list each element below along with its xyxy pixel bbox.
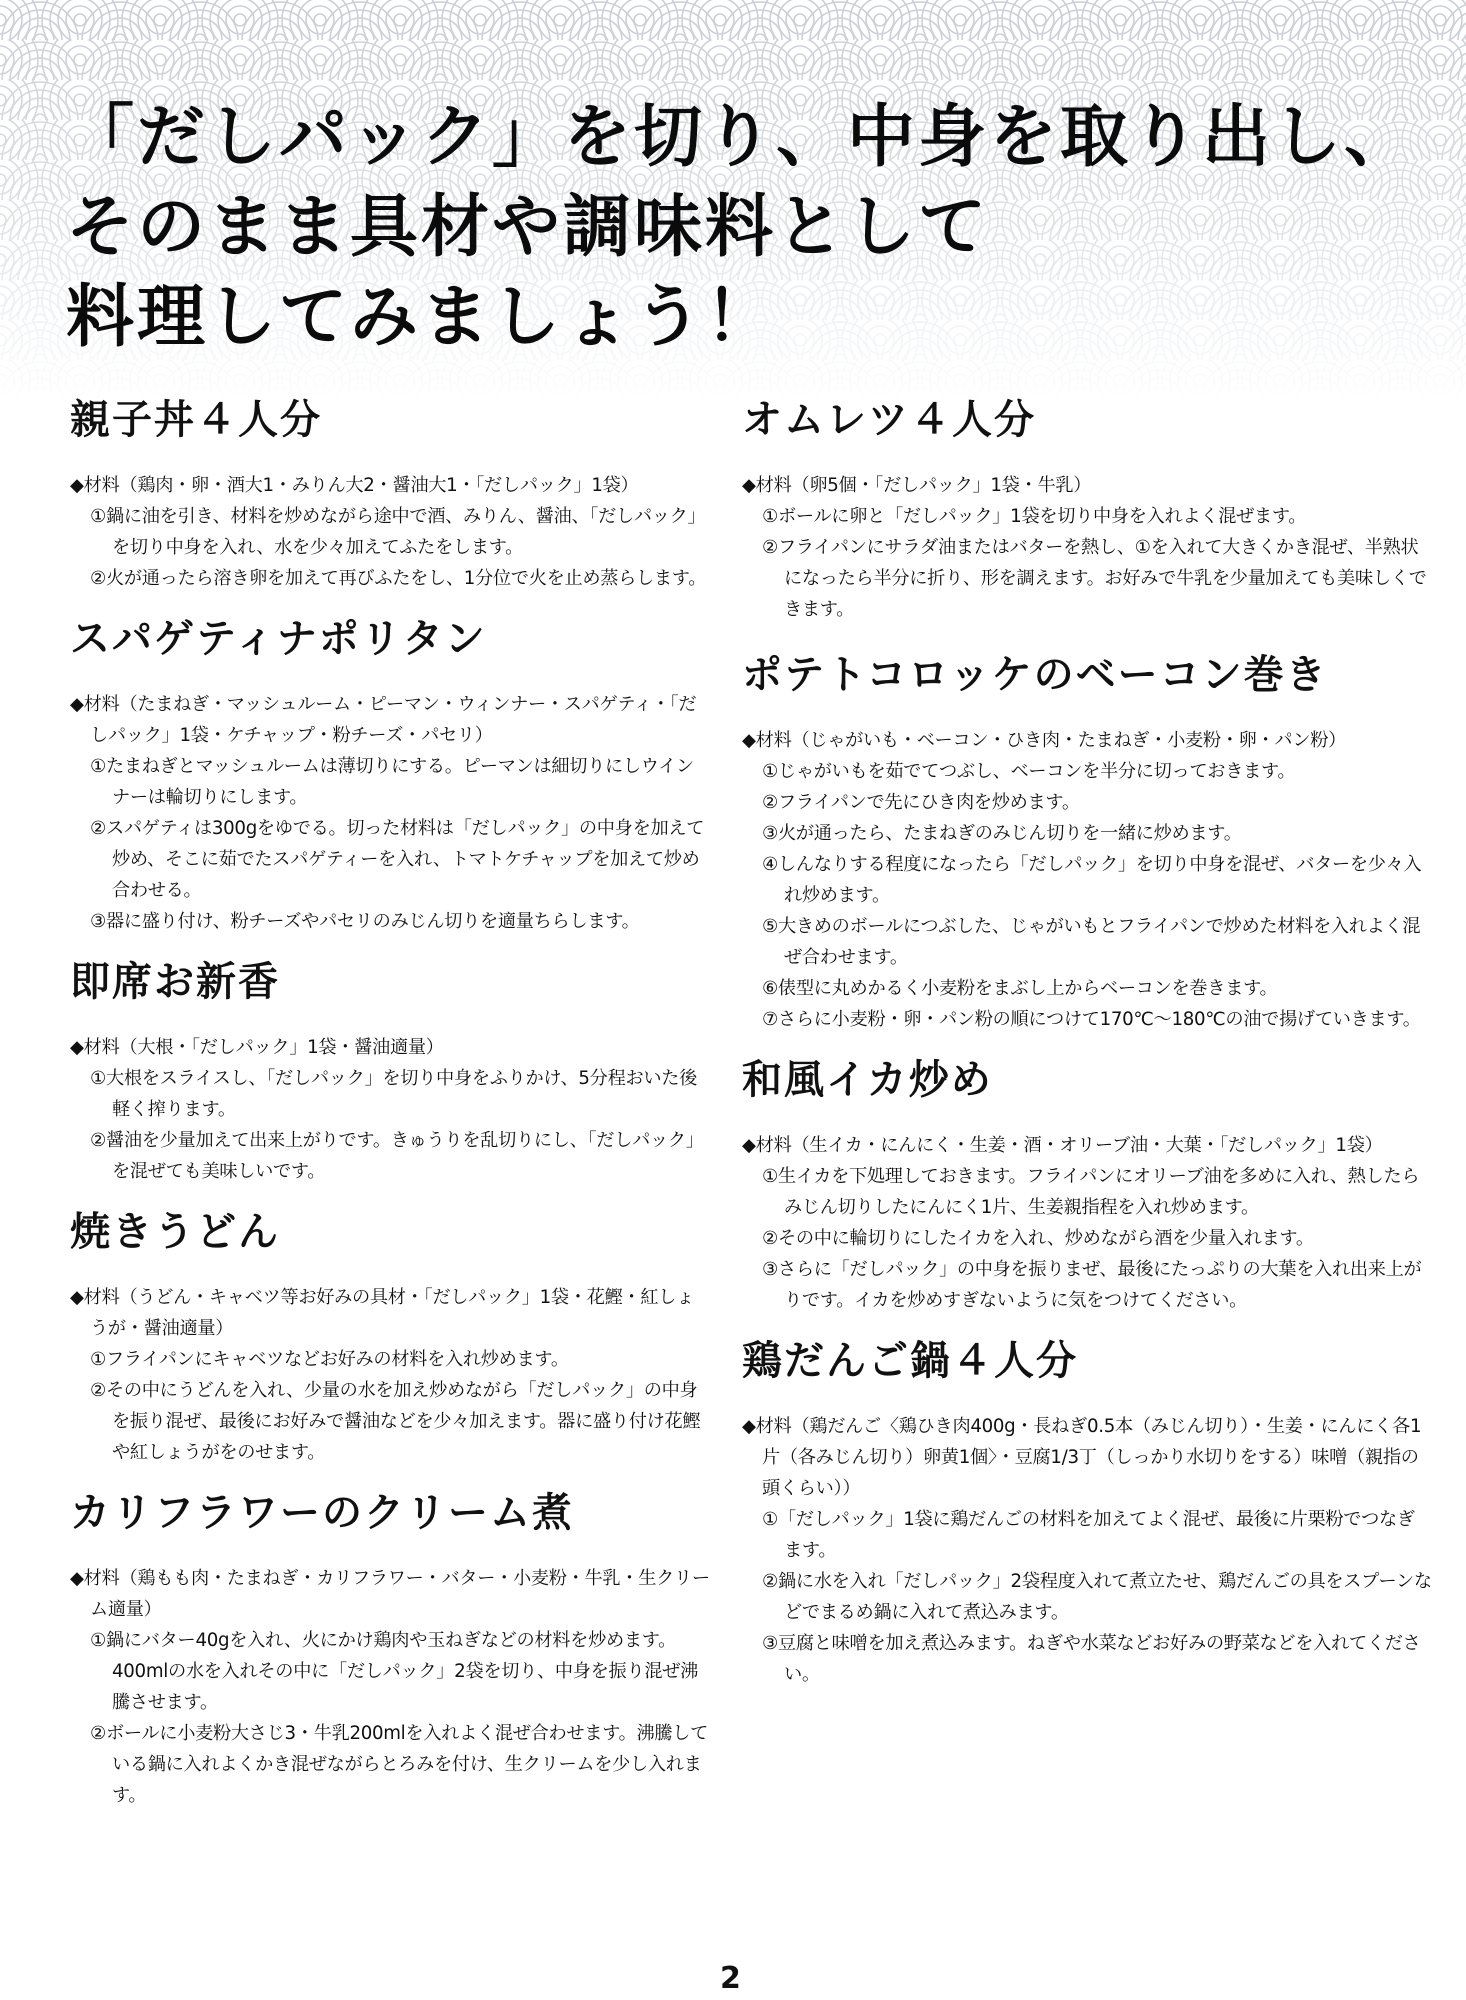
recipe-steps xyxy=(742,1504,1432,1690)
recipe-steps xyxy=(70,1344,710,1468)
recipe-title: ポテトコロッケのベーコン巻き xyxy=(742,651,1328,698)
recipe-materials: ◆材料（うどん・キャベツ等お好みの具材・「だしパック」1袋・花鰹・紅しょうが・醤油適量） xyxy=(70,1287,695,1339)
recipe-title: 焼きうどん xyxy=(70,1208,280,1255)
left-column xyxy=(70,390,710,1811)
recipe-title: カリフラワーのクリーム煮 xyxy=(70,1489,574,1536)
recipe-step: ⑤大きめのボールにつぶした、じゃがいもとフライパンで炒めた材料を入れよく混ぜ合わせます。 xyxy=(762,916,1421,968)
right-column xyxy=(742,390,1432,1690)
recipe-step: ②醤油を少量加えて出来上がりです。きゅうりを乱切りにし、「だしパック」を混ぜても美味しいです。 xyxy=(90,1130,704,1182)
recipe-step: ②火が通ったら溶き卵を加えて再びふたをし、1分位で火を止め蒸らします。 xyxy=(90,568,707,589)
recipe-step: ③豆腐と味噌を加え煮込みます。ねぎや水菜などお好みの野菜などを入れてください。 xyxy=(762,1633,1421,1685)
recipe-materials: ◆材料（鶏だんご〈鶏ひき肉400g・長ねぎ0.5本（みじん切り）・生姜・にんにく各1片（各みじん切り）卵黄1個〉・豆腐1/3丁（しっかり水切りをする）味噌（親指の頭くらい）） xyxy=(742,1416,1422,1499)
recipe-step: ②その中にうどんを入れ、少量の水を加え炒めながら「だしパック」の中身を振り混ぜ、最後にお好みで醤油などを少々加えます。器に盛り付け花鰹や紅しょうがをのせます。 xyxy=(90,1380,701,1463)
recipe-body xyxy=(742,725,1432,1035)
recipe-body xyxy=(742,1130,1432,1316)
recipe-body xyxy=(70,1563,710,1811)
recipe-yaki-udon xyxy=(70,1202,710,1468)
recipe-potato-croquette-bacon-roll xyxy=(742,645,1432,1035)
recipe-step: ②ボールに小麦粉大さじ3・牛乳200mlを入れよく混ぜ合わせます。沸騰している鍋に入れよくかき混ぜながらとろみを付け、生クリームを少し入れます。 xyxy=(90,1723,709,1806)
recipe-step: ②フライパンにサラダ油またはバターを熱し、①を入れて大きくかき混ぜ、半熟状になったら半分に折り、形を調えます。お好みで牛乳を少量加えても美味しくできます。 xyxy=(762,537,1427,620)
recipe-body xyxy=(70,1282,710,1468)
page-number: 2 xyxy=(720,1961,741,1996)
recipe-materials: ◆材料（大根・「だしパック」1袋・醤油適量） xyxy=(70,1037,444,1058)
recipe-steps xyxy=(70,501,710,594)
recipe-step: ①生イカを下処理しておきます。フライパンにオリーブ油を多めに入れ、熱したらみじん切りしたにんにく1片、生姜親指程を入れ炒めます。 xyxy=(762,1166,1420,1218)
recipe-title: 和風イカ炒め xyxy=(742,1056,993,1103)
recipe-body xyxy=(70,470,710,594)
headline-line-1: 「だしパック」を切り、中身を取り出し、 xyxy=(66,97,1416,177)
recipe-materials: ◆材料（たまねぎ・マッシュルーム・ピーマン・ウィンナー・スパゲティ・「だしパック」1袋・ケチャップ・粉チーズ・パセリ） xyxy=(70,694,697,746)
recipe-step: ⑥俵型に丸めかるく小麦粉をまぶし上からベーコンを巻きます。 xyxy=(762,978,1278,999)
recipe-step: ③さらに「だしパック」の中身を振りまぜ、最後にたっぷりの大葉を入れ出来上がりです。イカを炒めすぎないように気をつけてください。 xyxy=(762,1259,1422,1311)
recipe-materials: ◆材料（生イカ・にんにく・生姜・酒・オリーブ油・大葉・「だしパック」1袋） xyxy=(742,1135,1383,1156)
recipe-body xyxy=(742,470,1432,625)
recipe-oyakodon xyxy=(70,390,710,594)
recipe-step: ①鍋にバター40gを入れ、火にかけ鶏肉や玉ねぎなどの材料を炒めます。400mlの水を入れその中に「だしパック」2袋を切り、中身を振り混ぜ沸騰させます。 xyxy=(90,1630,698,1713)
recipe-steps xyxy=(742,1161,1432,1316)
recipe-step: ③火が通ったら、たまねぎのみじん切りを一緒に炒めます。 xyxy=(762,823,1242,844)
recipe-steps xyxy=(742,501,1432,625)
recipe-step: ①鍋に油を引き、材料を炒めながら途中で酒、みりん、醤油、「だしパック」を切り中身を入れ、水を少々加えてふたをします。 xyxy=(90,506,706,558)
recipe-step: ②スパゲティは300gをゆでる。切った材料は「だしパック」の中身を加えて炒め、そこに茹でたスパゲティーを入れ、トマトケチャップを加えて炒め合わせる。 xyxy=(90,818,705,901)
recipe-step: ①たまねぎとマッシュルームは薄切りにする。ピーマンは細切りにしウインナーは輪切りにします。 xyxy=(90,756,694,808)
headline-line-2: そのまま具材や調味料として xyxy=(66,187,990,267)
recipe-materials: ◆材料（鶏もも肉・たまねぎ・カリフラワー・バター・小麦粉・牛乳・生クリーム適量） xyxy=(70,1568,710,1620)
recipe-title: オムレツ４人分 xyxy=(742,396,1036,443)
recipe-sokuseki-oshinko xyxy=(70,952,710,1187)
recipe-wafu-squid-stir-fry xyxy=(742,1050,1432,1316)
recipe-step: ①ボールに卵と「だしパック」1袋を切り中身を入れよく混ぜます。 xyxy=(762,506,1307,527)
recipe-step: ②その中に輪切りにしたイカを入れ、炒めながら酒を少量入れます。 xyxy=(762,1228,1314,1249)
recipe-title: 即席お新香 xyxy=(70,958,280,1005)
recipe-steps xyxy=(70,1063,710,1187)
page-headline xyxy=(66,92,1415,362)
recipe-chicken-dumpling-hotpot xyxy=(742,1331,1432,1690)
recipe-title: 鶏だんご鍋４人分 xyxy=(742,1337,1078,1384)
recipe-steps xyxy=(742,756,1432,1035)
recipe-materials: ◆材料（じゃがいも・ベーコン・ひき肉・たまねぎ・小麦粉・卵・パン粉） xyxy=(742,730,1346,751)
recipe-step: ③器に盛り付け、粉チーズやパセリのみじん切りを適量ちらします。 xyxy=(90,911,640,932)
recipe-step: ②鍋に水を入れ「だしパック」2袋程度入れて煮立たせ、鶏だんごの具をスプーンなどでまるめ鍋に入れて煮込みます。 xyxy=(762,1571,1432,1623)
recipe-title: スパゲティナポリタン xyxy=(70,615,487,662)
recipe-materials: ◆材料（卵5個・「だしパック」1袋・牛乳） xyxy=(742,475,1092,496)
recipe-materials: ◆材料（鶏肉・卵・酒大1・みりん大2・醤油大1・「だしパック」1袋） xyxy=(70,475,639,496)
recipe-omelette xyxy=(742,390,1432,625)
recipe-step: ①「だしパック」1袋に鶏だんごの材料を加えてよく混ぜ、最後に片栗粉でつなぎます。 xyxy=(762,1509,1415,1561)
headline-line-3: 料理してみましょう！ xyxy=(66,277,777,357)
recipe-step: ①じゃがいもを茹でてつぶし、ベーコンを半分に切っておきます。 xyxy=(762,761,1296,782)
recipe-title: 親子丼４人分 xyxy=(70,396,322,443)
recipe-step: ⑦さらに小麦粉・卵・パン粉の順につけて170℃～180℃の油で揚げていきます。 xyxy=(762,1009,1421,1030)
recipe-step: ④しんなりする程度になったら「だしパック」を切り中身を混ぜ、バターを少々入れ炒めます。 xyxy=(762,854,1422,906)
recipe-body xyxy=(742,1411,1432,1690)
recipe-body xyxy=(70,689,710,937)
recipe-body xyxy=(70,1032,710,1187)
recipe-steps xyxy=(70,1625,710,1811)
recipe-cauliflower-cream-stew xyxy=(70,1483,710,1811)
recipe-steps xyxy=(70,751,710,937)
recipe-step: ②フライパンで先にひき肉を炒めます。 xyxy=(762,792,1080,813)
recipe-napolitan xyxy=(70,609,710,937)
recipe-step: ①フライパンにキャベツなどお好みの材料を入れ炒めます。 xyxy=(90,1349,569,1370)
recipe-step: ①大根をスライスし、「だしパック」を切り中身をふりかけ、5分程おいた後軽く搾ります。 xyxy=(90,1068,698,1120)
